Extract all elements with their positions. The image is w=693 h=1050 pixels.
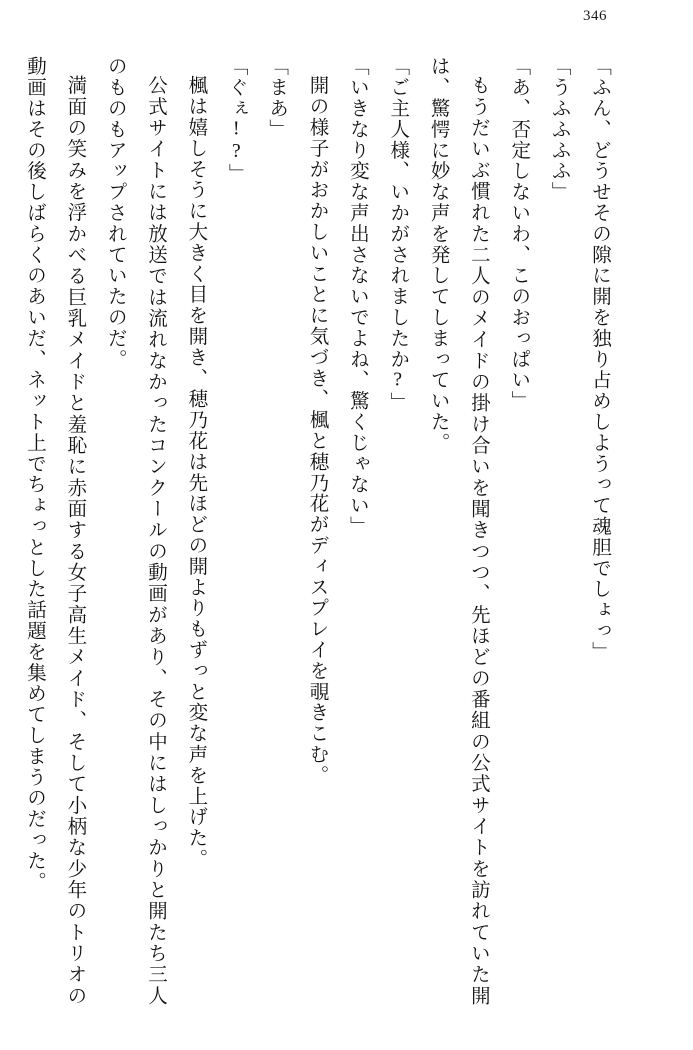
- body-paragraph: 「ふん、どうせその隙に開を独り占めしようって魂胆でしょっ」: [589, 56, 610, 663]
- body-paragraph: 「いきなり変な声出さないでよね、驚くじゃない」: [346, 56, 368, 537]
- body-paragraph: 「まあ」: [266, 56, 288, 140]
- body-paragraph: もうだいぶ慣れた二人のメイドの掛け合いを聞きつつ、先ほどの番組の公式サイトを訪れていた開は、驚愕に妙な声を発してしまっていた。: [427, 56, 489, 1006]
- body-paragraph: 開の様子がおかしいことに気づき、楓と穂乃花がディスプレイを覗きこむ。: [306, 75, 328, 786]
- page-number: 346: [583, 8, 607, 24]
- body-paragraph: 楓は嬉しそうに大きく目を開き、穂乃花は先ほどの開よりもずっと変な声を上げた。: [185, 75, 207, 870]
- body-paragraph: 「ご主人様、いかがされましたか?」: [387, 56, 409, 413]
- body-paragraph: 「うふふふふ」: [548, 56, 570, 203]
- body-paragraph: 公式サイトには放送では流れなかったコンクールの動画があり、その中にはしっかりと開たち三人のものもアップされていたのだ。: [104, 56, 167, 1006]
- page-body-text: [23, 56, 619, 1006]
- body-paragraph: 「あ、否定しないわ、このおっぱい」: [508, 56, 530, 412]
- body-paragraph: 「ぐぇ!?」: [225, 56, 247, 185]
- body-paragraph: 満面の笑みを浮かべる巨乳メイドと羞恥に赤面する女子高生メイド、そして小柄な少年のトリオの動画はその後しばらくのあいだ、ネット上でちょっとした話題を集めてしまうのだった。: [23, 56, 86, 1006]
